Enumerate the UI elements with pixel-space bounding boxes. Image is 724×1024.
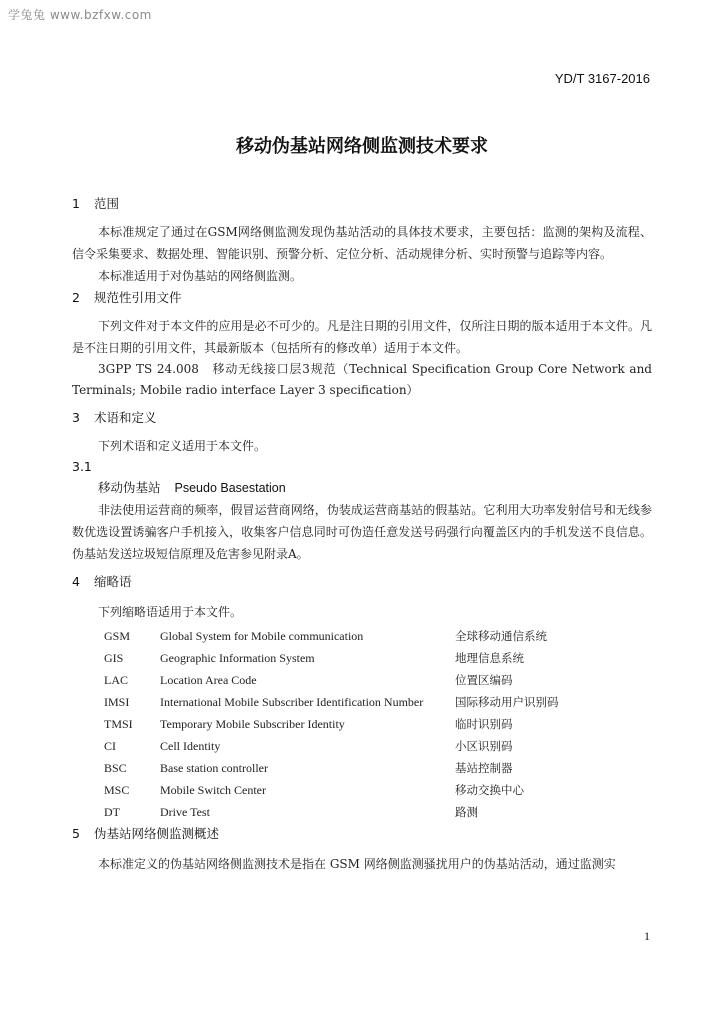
table-row bbox=[98, 669, 559, 691]
overview-paragraph: 本标准定义的伪基站网络侧监测技术是指在 GSM 网络侧监测骚扰用户的伪基站活动，通过监测实 bbox=[98, 857, 616, 871]
table-row bbox=[98, 757, 559, 779]
english-term-cell: Mobile Switch Center bbox=[160, 782, 266, 797]
section-title: 范围 bbox=[94, 196, 120, 211]
english-term-cell: Geographic Information System bbox=[160, 650, 315, 665]
section-3-heading bbox=[72, 407, 652, 429]
term-entry bbox=[72, 477, 652, 499]
english-term-cell: Base station controller bbox=[160, 760, 268, 775]
chinese-term-cell: 全球移动通信系统 bbox=[455, 629, 547, 643]
terms-intro: 下列术语和定义适用于本文件。 bbox=[98, 439, 267, 453]
section-4-heading bbox=[72, 571, 652, 593]
section-number: 1 bbox=[72, 196, 80, 211]
section-title: 规范性引用文件 bbox=[94, 290, 182, 305]
section-2-heading bbox=[72, 287, 652, 309]
english-term-cell: Global System for Mobile communication bbox=[160, 628, 364, 643]
page-number: 1 bbox=[644, 929, 650, 943]
abbreviation-cell: MSC bbox=[104, 782, 130, 797]
english-term-cell: Cell Identity bbox=[160, 738, 221, 753]
abbreviation-cell: GSM bbox=[104, 628, 131, 643]
chinese-term-cell: 临时识别码 bbox=[455, 717, 513, 731]
term-chinese: 移动伪基站 bbox=[98, 480, 161, 495]
section-number: 4 bbox=[72, 574, 80, 589]
term-english: Pseudo Basestation bbox=[174, 481, 286, 495]
scope-applicability: 本标准适用于对伪基站的网络侧监测。 bbox=[98, 269, 303, 283]
abbreviation-cell: GIS bbox=[104, 650, 124, 665]
english-term-cell: Temporary Mobile Subscriber Identity bbox=[160, 716, 345, 731]
abbreviation-cell: CI bbox=[104, 738, 116, 753]
section-title: 缩略语 bbox=[94, 574, 132, 589]
abbreviation-cell: IMSI bbox=[104, 694, 130, 709]
watermark: 学兔兔 www.bzfxw.com bbox=[8, 8, 152, 22]
chinese-term-cell: 国际移动用户识别码 bbox=[455, 695, 559, 709]
english-term-cell: Location Area Code bbox=[160, 672, 257, 687]
abbreviation-cell: TMSI bbox=[104, 716, 133, 731]
abbreviation-cell: DT bbox=[104, 804, 120, 819]
table-row bbox=[98, 735, 559, 757]
chinese-term-cell: 移动交换中心 bbox=[455, 783, 524, 797]
english-term-cell: Drive Test bbox=[160, 804, 210, 819]
table-row bbox=[98, 625, 559, 647]
section-number: 3 bbox=[72, 410, 80, 425]
section-title: 术语和定义 bbox=[94, 410, 157, 425]
table-row bbox=[98, 779, 559, 801]
table-row bbox=[98, 647, 559, 669]
references-paragraph: 下列文件对于本文件的应用是必不可少的。凡是注日期的引用文件，仅所注日期的版本适用于本文件。凡是不注日期的引用文件，其最新版本（包括所有的修改单）适用于本文件。 bbox=[72, 319, 652, 355]
subsection-number: 3.1 bbox=[72, 459, 92, 474]
document-number: YD/T 3167-2016 bbox=[554, 71, 650, 86]
document-title: 移动伪基站网络侧监测技术要求 bbox=[236, 136, 488, 157]
chinese-term-cell: 路测 bbox=[455, 805, 478, 819]
section-5-heading bbox=[72, 823, 652, 845]
abbreviations-table bbox=[98, 625, 559, 823]
abbreviation-cell: BSC bbox=[104, 760, 127, 775]
section-number: 5 bbox=[72, 826, 80, 841]
chinese-term-cell: 位置区编码 bbox=[455, 673, 513, 687]
reference-entry: 3GPP TS 24.008 移动无线接口层3规范（Technical Specification Group Core Network and Terminals; Mobile radio interface Layer 3 specification） bbox=[72, 362, 652, 397]
section-1-heading bbox=[72, 193, 652, 215]
abbreviation-cell: LAC bbox=[104, 672, 128, 687]
section-number: 2 bbox=[72, 290, 80, 305]
chinese-term-cell: 地理信息系统 bbox=[455, 651, 524, 665]
scope-paragraph: 本标准规定了通过在GSM网络侧监测发现伪基站活动的具体技术要求，主要包括：监测的架构及流程、信令采集要求、数据处理、智能识别、预警分析、定位分析、活动规律分析、实时预警与追踪等内容。 bbox=[72, 225, 652, 261]
term-definition: 非法使用运营商的频率，假冒运营商网络，伪装成运营商基站的假基站。它利用大功率发射信号和无线参数优选设置诱骗客户手机接入，收集客户信息同时可伪造任意发送号码强行向覆盖区内的手机发送不良信息。伪基站发送垃圾短信原理及危害参见附录A。 bbox=[72, 503, 652, 561]
document-body bbox=[72, 193, 652, 875]
abbreviations-intro: 下列缩略语适用于本文件。 bbox=[98, 605, 243, 619]
section-title: 伪基站网络侧监测概述 bbox=[94, 826, 220, 841]
english-term-cell: International Mobile Subscriber Identification Number bbox=[160, 694, 424, 709]
table-row bbox=[98, 713, 559, 735]
table-row bbox=[98, 801, 559, 823]
chinese-term-cell: 基站控制器 bbox=[455, 761, 513, 775]
chinese-term-cell: 小区识别码 bbox=[455, 739, 513, 753]
table-row bbox=[98, 691, 559, 713]
